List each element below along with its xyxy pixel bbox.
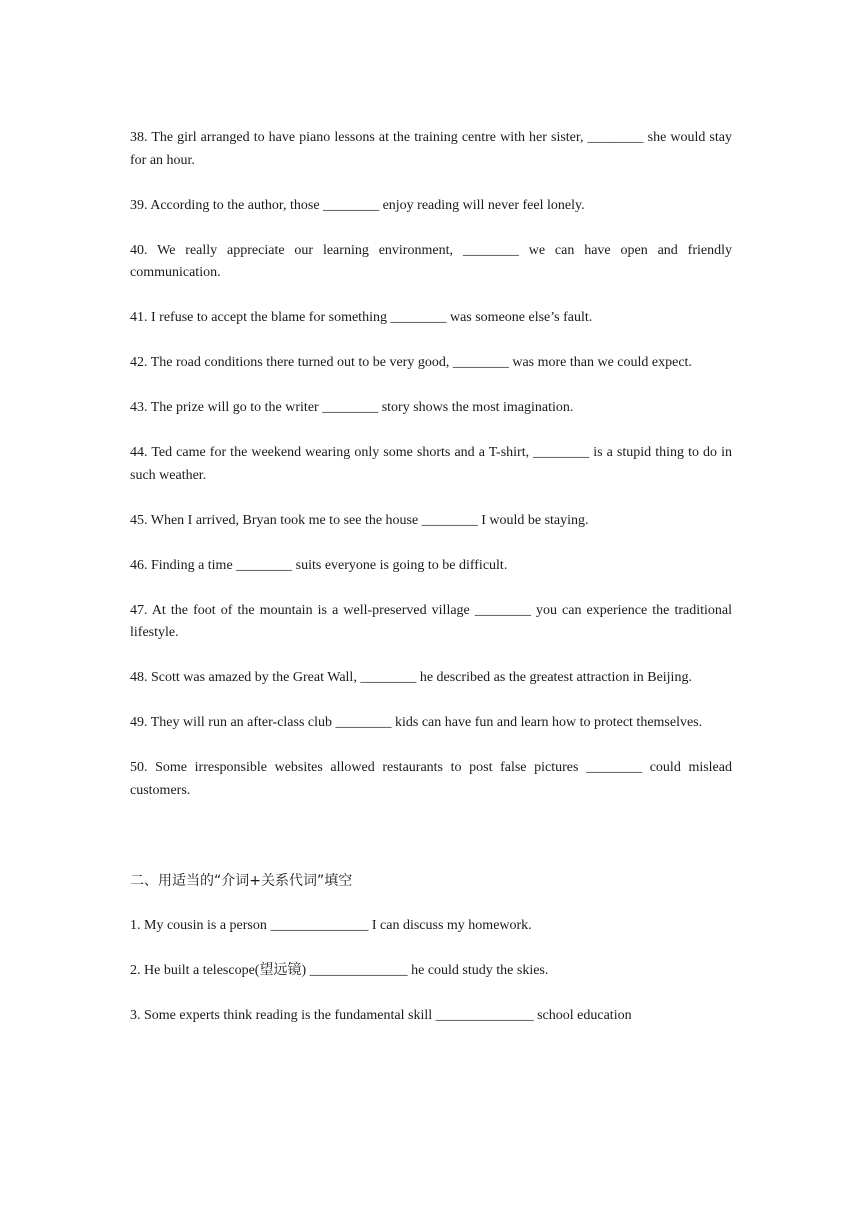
question-45: 45. When I arrived, Bryan took me to see the house ________ I would be staying. <box>130 512 589 528</box>
section-2-heading: 二、用适当的“介词+关系代词”填空 <box>130 873 353 889</box>
section-2-question-3: 3. Some experts think reading is the fundamental skill ______________ school education <box>130 1008 632 1023</box>
question-49: 49. They will run an after-class club ________ kids can have fun and learn how to protect themselves. <box>130 715 703 730</box>
question-48: 48. Scott was amazed by the Great Wall, ________ he described as the greatest attraction in Beijing. <box>130 670 692 685</box>
question-46: 46. Finding a time ________ suits everyone is going to be difficult. <box>130 557 508 573</box>
question-38: 38. The girl arranged to have piano lessons at the training centre with her sister, ________ she would stay for an hour. <box>130 130 732 168</box>
question-42: 42. The road conditions there turned out to be very good, ________ was more than we could expect. <box>130 355 692 370</box>
question-50: 50. Some irresponsible websites allowed restaurants to post false pictures ________ could mislead customers. <box>130 760 732 798</box>
document-page <box>130 127 732 1050</box>
section-2-question-1: 1. My cousin is a person ______________ I can discuss my homework. <box>130 918 532 933</box>
question-41: 41. I refuse to accept the blame for something ________ was someone else’s fault. <box>130 310 593 325</box>
question-43: 43. The prize will go to the writer ________ story shows the most imagination. <box>130 400 574 415</box>
question-44: 44. Ted came for the weekend wearing only some shorts and a T-shirt, ________ is a stupid thing to do in such weather. <box>130 445 732 483</box>
section-2-question-2: 2. He built a telescope(望远镜) ______________ he could study the skies. <box>130 963 549 978</box>
question-39: 39. According to the author, those ________ enjoy reading will never feel lonely. <box>130 197 585 213</box>
question-40: 40. We really appreciate our learning environment, ________ we can have open and friendly communication. <box>130 242 732 280</box>
question-47: 47. At the foot of the mountain is a well-preserved village ________ you can experience the traditional lifestyle. <box>130 602 732 640</box>
